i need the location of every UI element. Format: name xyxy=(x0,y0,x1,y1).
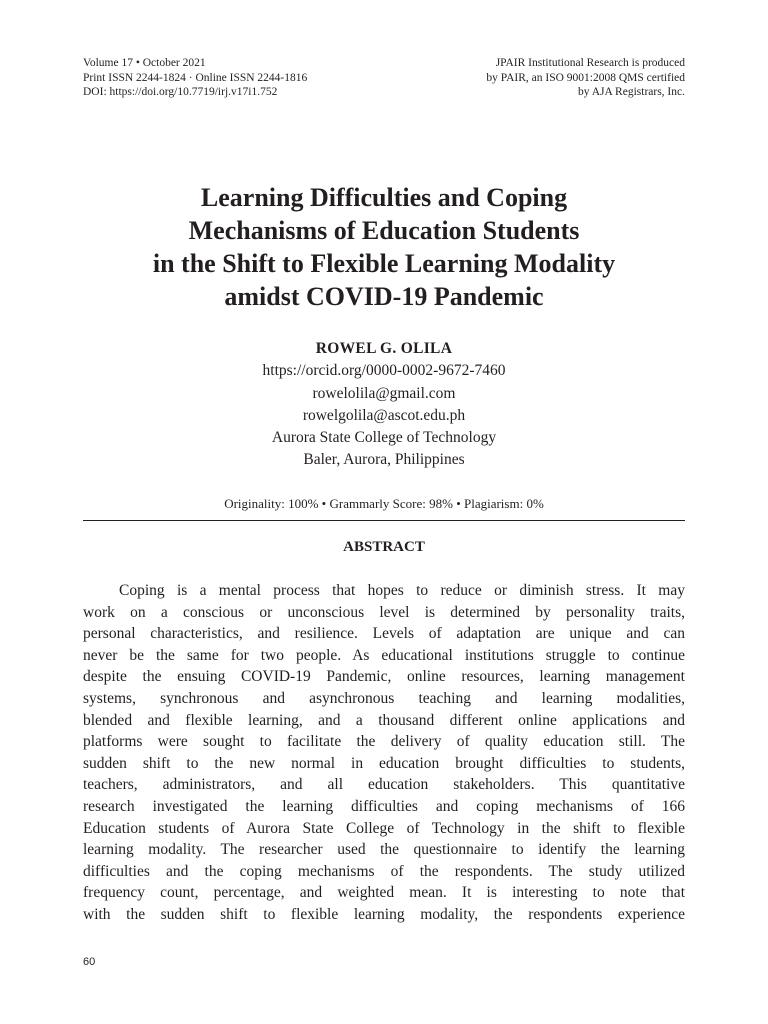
paper-title xyxy=(70,181,698,313)
divider xyxy=(83,520,685,521)
abstract-line: with the sudden shift to flexible learning modality, the respondents experience xyxy=(83,905,685,923)
publisher-info xyxy=(486,56,685,100)
author-block xyxy=(150,338,618,472)
abstract-line: systems, synchronous and asynchronous teaching and learning modalities, xyxy=(83,689,685,707)
volume-line: Volume 17 • October 2021 xyxy=(83,57,206,69)
author-location: Baler, Aurora, Philippines xyxy=(303,451,465,469)
page-number: 60 xyxy=(83,956,96,968)
originality-metrics: Originality: 100% • Grammarly Score: 98% • Plagiarism: 0% xyxy=(224,496,544,511)
title-line: amidst COVID-19 Pandemic xyxy=(224,282,544,311)
author-name: ROWEL G. OLILA xyxy=(315,340,453,357)
author-orcid: https://orcid.org/0000-0002-9672-7460 xyxy=(262,362,506,380)
abstract-line: blended and flexible learning, and a thousand different online applications and xyxy=(83,711,685,729)
author-email: rowelgolila@ascot.edu.ph xyxy=(302,406,466,424)
abstract-line: Coping is a mental process that hopes to reduce or diminish stress. It may xyxy=(119,582,685,599)
author-email: rowelolila@gmail.com xyxy=(312,384,456,402)
abstract-line: teachers, administrators, and all education stakeholders. This quantitative xyxy=(83,776,685,794)
issn-line: Print ISSN 2244-1824 · Online ISSN 2244-1816 xyxy=(83,71,308,84)
abstract-line: personal characteristics, and resilience. Levels of adaptation are unique and can xyxy=(83,625,685,643)
publisher-line: by PAIR, an ISO 9001:2008 QMS certified xyxy=(486,71,685,84)
abstract-line: learning modality. The researcher used the questionnaire to identify the learning xyxy=(83,841,685,859)
abstract-line: frequency count, percentage, and weighted mean. It is interesting to note that xyxy=(83,884,685,902)
abstract-line: despite the ensuing COVID-19 Pandemic, online resources, learning management xyxy=(83,668,685,686)
abstract-line: Education students of Aurora State College of Technology in the shift to flexible xyxy=(83,819,685,837)
title-line: Mechanisms of Education Students xyxy=(188,216,580,245)
abstract-line: work on a conscious or unconscious level is determined by personality traits, xyxy=(83,603,685,621)
abstract-line: difficulties and the coping mechanisms of the respondents. The study utilized xyxy=(83,862,685,880)
author-institution: Aurora State College of Technology xyxy=(271,429,497,447)
abstract-line: research investigated the learning difficulties and coping mechanisms of 166 xyxy=(83,797,685,815)
abstract-heading: ABSTRACT xyxy=(343,539,425,555)
publisher-line: JPAIR Institutional Research is produced xyxy=(495,57,685,69)
title-line: in the Shift to Flexible Learning Modality xyxy=(152,249,616,278)
abstract-line: platforms were sought to facilitate the delivery of quality education still. The xyxy=(83,733,685,751)
abstract-line: sudden shift to the new normal in education brought difficulties to students, xyxy=(83,754,685,772)
abstract-line: never be the same for two people. As educational institutions struggle to continue xyxy=(83,646,685,664)
title-line: Learning Difficulties and Coping xyxy=(200,183,568,212)
publisher-line: by AJA Registrars, Inc. xyxy=(577,86,685,98)
doi-line: DOI: https://doi.org/10.7719/irj.v17i1.752 xyxy=(83,86,278,98)
abstract-body xyxy=(83,580,685,926)
journal-info xyxy=(83,56,307,100)
